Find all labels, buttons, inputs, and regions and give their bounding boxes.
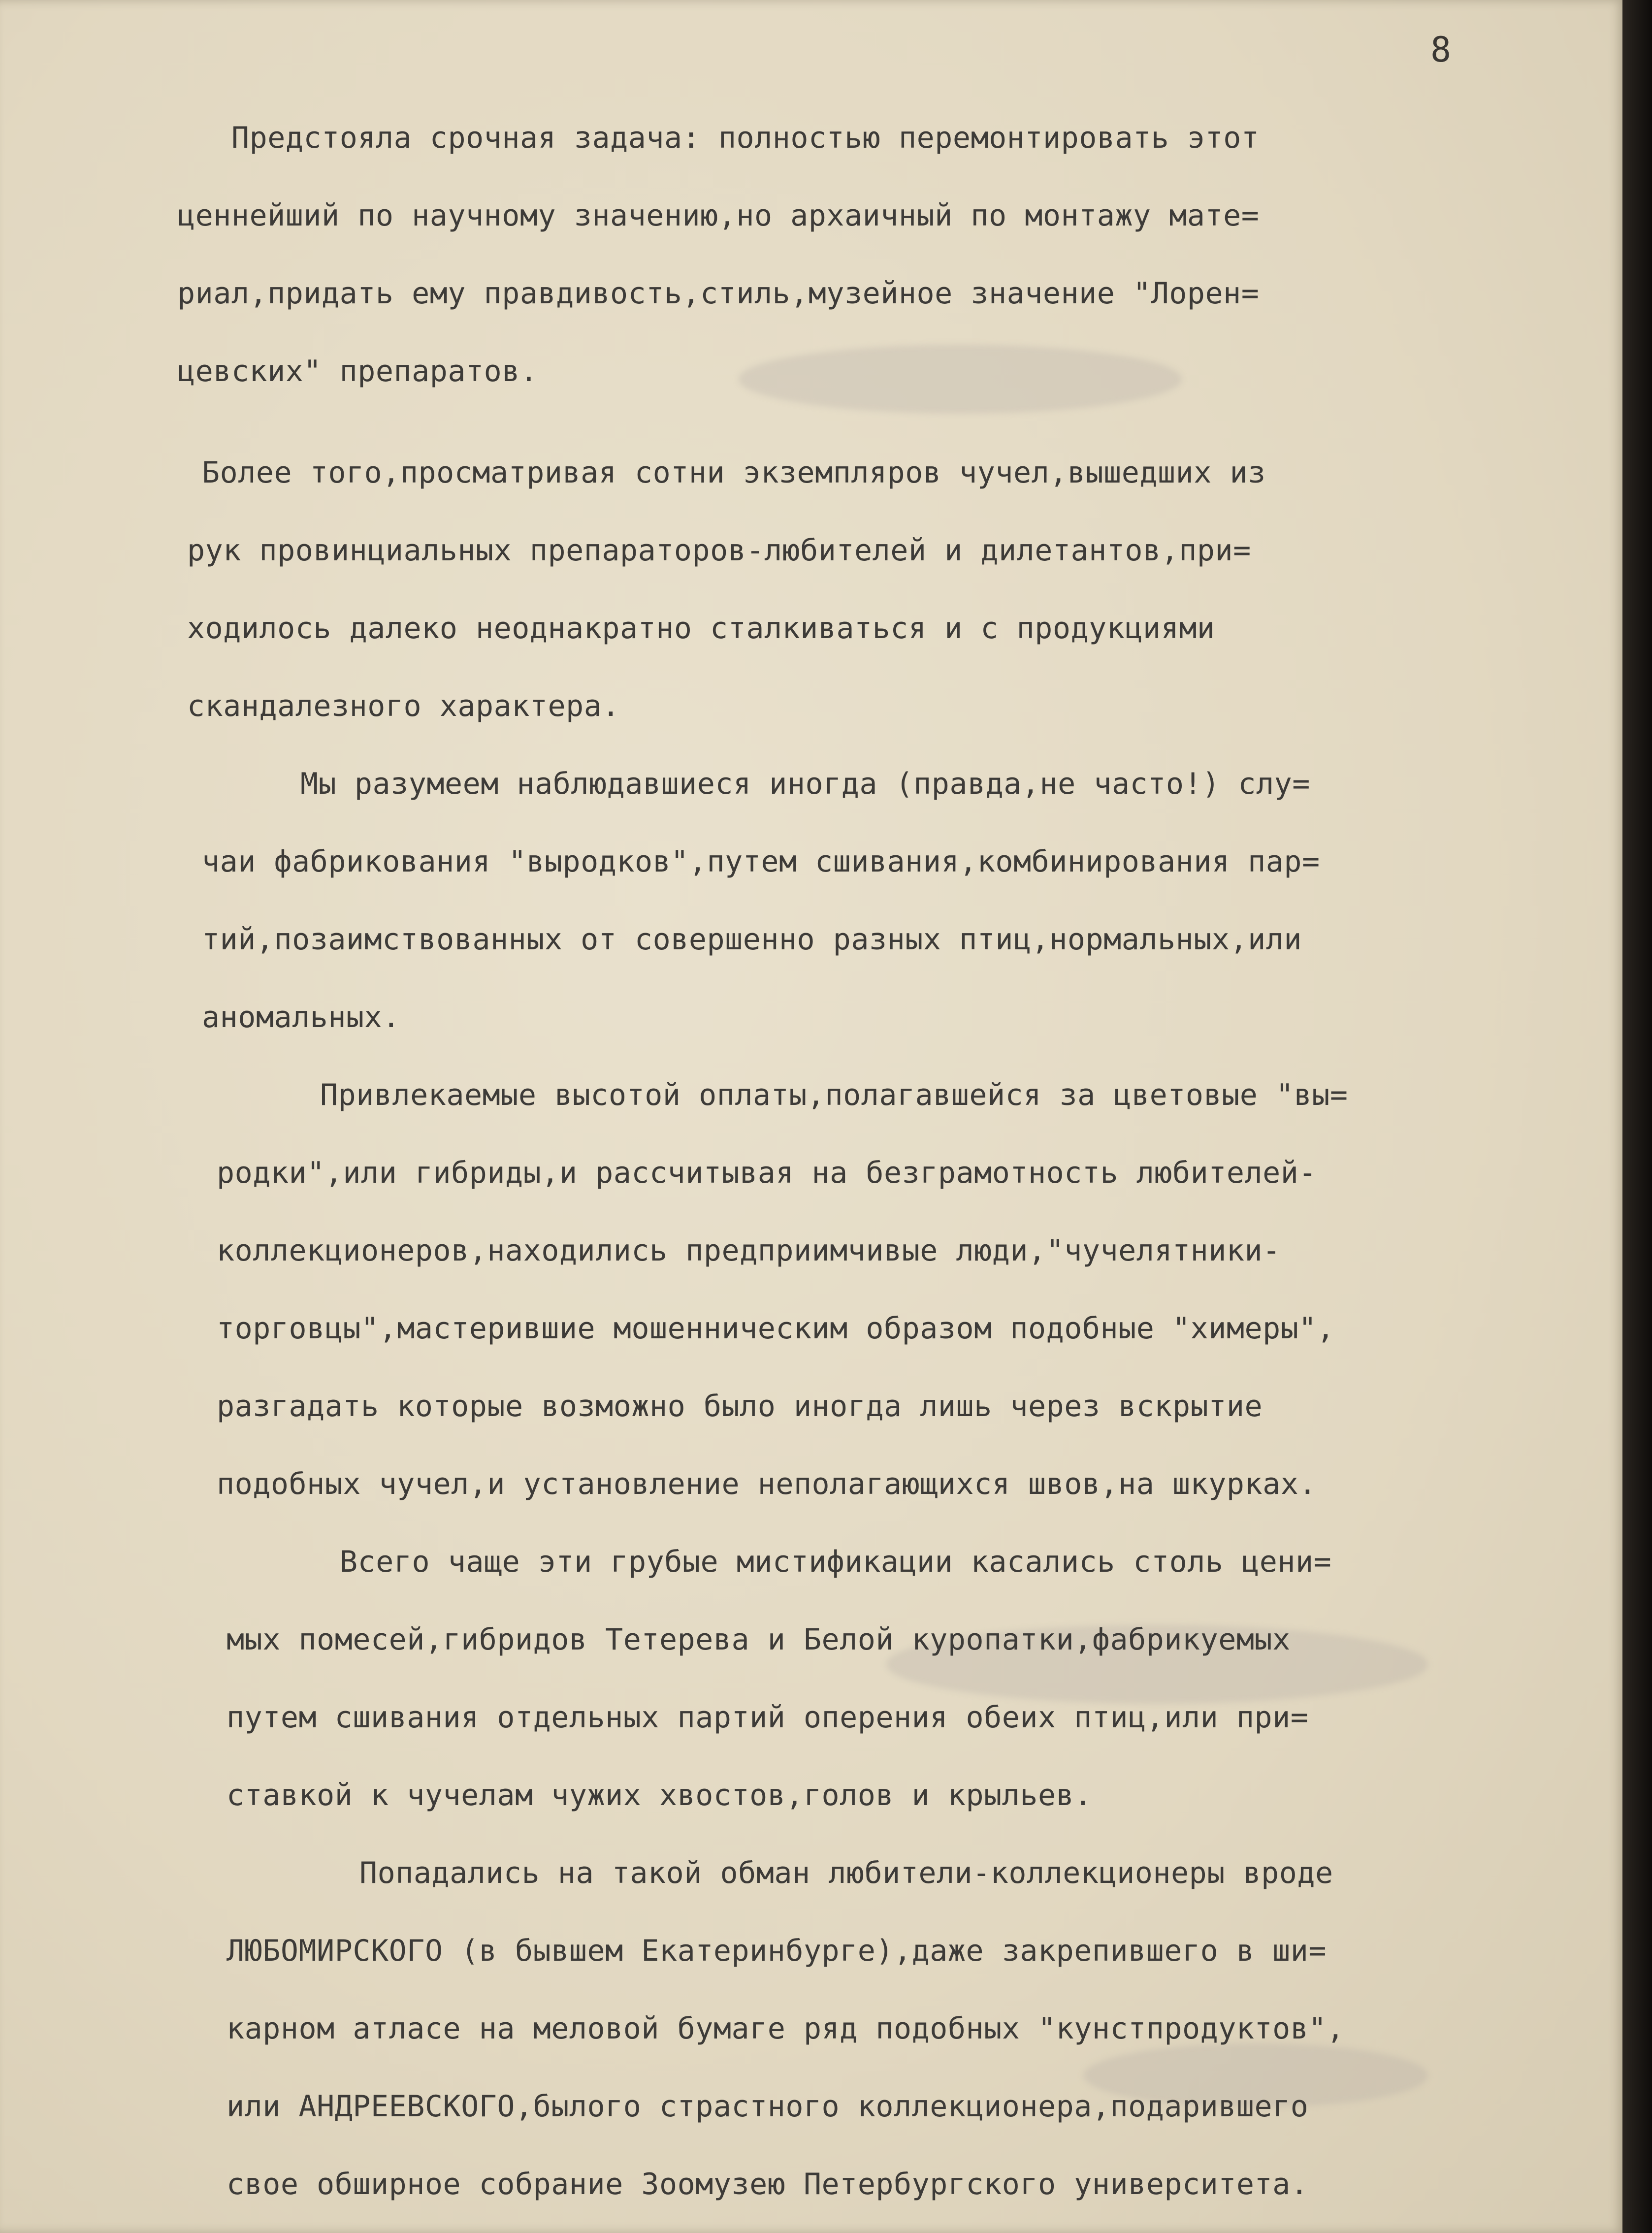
text-line: рук провинциальных препараторов-любителей и дилетантов,при= — [187, 533, 1251, 568]
text-line: Попадались на такой обман любители-коллекционеры вроде — [359, 1856, 1333, 1890]
text-line: скандалезного характера. — [187, 689, 620, 723]
text-line: ставкой к чучелам чужих хвостов,голов и крыльев. — [227, 1778, 1092, 1812]
text-line: мых помесей,гибридов Тетерева и Белой куропатки,фабрикуемых — [227, 1622, 1291, 1657]
text-line: Предстояла срочная задача: полностью перемонтировать этот — [231, 121, 1260, 155]
text-line: риал,придать ему правдивость,стиль,музейное значение "Лорен= — [177, 276, 1260, 311]
text-line: чаи фабрикования "выродков",путем сшивания,комбинирования пар= — [202, 844, 1320, 879]
text-line: родки",или гибриды,и рассчитывая на безграмотность любителей- — [217, 1156, 1317, 1190]
text-line: Всего чаще эти грубые мистификации касались столь цени= — [340, 1545, 1332, 1579]
text-line: путем сшивания отдельных партий оперения обеих птиц,или при= — [227, 1700, 1309, 1735]
text-line: ходилось далеко неоднакратно сталкиваться и с продукциями — [187, 611, 1215, 646]
text-line: разгадать которые возможно было иногда лишь через вскрытие — [217, 1389, 1263, 1424]
text-line: ценнейший по научному значению,но архаичный по монтажу мате= — [177, 198, 1260, 233]
text-line: цевских" препаратов. — [177, 354, 538, 388]
text-line: тий,позаимствованных от совершенно разных птиц,нормальных,или — [202, 922, 1302, 957]
text-line: подобных чучел,и установление неполагающихся швов,на шкурках. — [217, 1467, 1317, 1501]
text-line: ЛЮБОМИРСКОГО (в бывшем Екатеринбурге),даже закрепившего в ши= — [227, 1934, 1327, 1968]
text-line: или АНДРЕЕВСКОГО,былого страстного коллекционера,подарившего — [227, 2089, 1309, 2124]
text-line: Привлекаемые высотой оплаты,полагавшейся за цветовые "вы= — [320, 1078, 1348, 1112]
bleed-through-smudge — [739, 345, 1182, 414]
text-line: Более того,просматривая сотни экземпляров чучел,вышедших из — [202, 455, 1266, 490]
text-line: карном атласе на меловой бумаге ряд подобных "кунстпродуктов", — [227, 2011, 1345, 2046]
text-line: аномальных. — [202, 1000, 400, 1035]
page-number: 8 — [1430, 30, 1452, 70]
text-line: коллекционеров,находились предприимчивые люди,"чучелятники- — [217, 1233, 1281, 1268]
text-line: торговцы",мастерившие мошенническим образом подобные "химеры", — [217, 1311, 1335, 1346]
scan-background-edge — [1622, 0, 1652, 2233]
text-line: свое обширное собрание Зоомузею Петербургского университета. — [227, 2167, 1309, 2201]
text-line: Мы разумеем наблюдавшиеся иногда (правда,не часто!) слу= — [300, 767, 1310, 801]
